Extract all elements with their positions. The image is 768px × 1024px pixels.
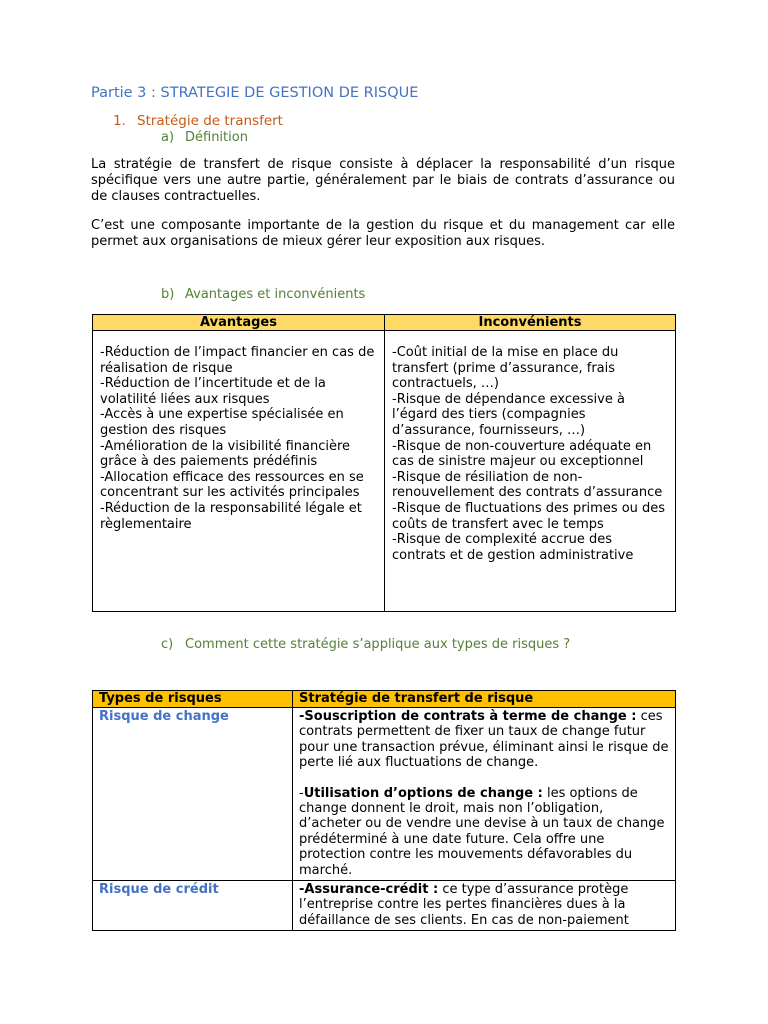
advantage-item: -Accès à une expertise spécialisée en gestion des risques xyxy=(100,407,344,438)
strategy-item-title: -Assurance-crédit : xyxy=(299,882,439,898)
strategy-item-title: -Souscription de contrats à terme de change : xyxy=(299,709,637,724)
section-title: Stratégie de transfert xyxy=(137,113,283,129)
advantage-item: -Allocation efficace des ressources en se concentrant sur les activités principales xyxy=(100,469,364,501)
disadvantage-item: -Risque de fluctuations des primes ou des coûts de transfert avec le temps xyxy=(392,500,666,532)
table-row xyxy=(93,708,676,881)
strategy-exchange-cell xyxy=(293,708,676,881)
strategy-item-text: ce type d’assurance protège l’entreprise contre les pertes financières dues à la défaillance de ses clients. En cas de non-paiement xyxy=(299,882,629,928)
strategy-item-text: ces contrats permettent de fixer un taux de change futur pour une transaction prévue, éliminant ainsi le risque de perte lié aux fluctuations de change. xyxy=(299,709,669,771)
paragraph-importance: C’est une composante importante de la gestion du risque et du management car elle permet aux organisations de mieux gérer leur exposition aux risques. xyxy=(91,218,675,249)
subheading-b-letter: b) xyxy=(161,287,175,302)
header-transfer-strategy: Stratégie de transfert de risque xyxy=(293,691,676,708)
subheading-a-letter: a) xyxy=(161,130,175,145)
risk-type-credit: Risque de crédit xyxy=(93,881,293,931)
advantages-table xyxy=(92,314,676,612)
strategy-item-title: Utilisation d’options de change : xyxy=(303,785,543,801)
advantage-item: -Réduction de l’impact financier en cas de réalisation de risque xyxy=(100,345,375,376)
strategy-item xyxy=(299,786,669,878)
strategy-item-dash: - xyxy=(299,785,304,801)
subheading-b xyxy=(161,287,365,302)
disadvantages-cell xyxy=(385,331,676,612)
advantages-table-header-row xyxy=(93,315,676,331)
disadvantage-item: -Risque de non-couverture adéquate en cas de sinistre majeur ou exceptionnel xyxy=(392,438,652,470)
risk-types-header-row xyxy=(93,691,676,708)
paragraph-definition: La stratégie de transfert de risque consiste à déplacer la responsabilité d’un risque spécifique vers une autre partie, généralement par le biais de contrats d’assurance ou de clauses contractuelles. xyxy=(91,157,675,204)
disadvantage-item: -Coût initial de la mise en place du transfert (prime d’assurance, frais contractuels, …) xyxy=(392,345,619,392)
header-risk-types: Types de risques xyxy=(93,691,293,708)
advantage-item: -Réduction de l’incertitude et de la volatilité liées aux risques xyxy=(100,376,326,407)
risk-types-table xyxy=(92,690,676,931)
subheading-a-title: Définition xyxy=(185,130,248,145)
strategy-item xyxy=(299,882,669,928)
advantage-item: -Réduction de la responsabilité légale et règlementaire xyxy=(100,500,362,532)
section-number: 1. xyxy=(113,113,126,129)
disadvantage-item: -Risque de résiliation de non-renouvellement des contrats d’assurance xyxy=(392,469,663,501)
disadvantage-item: -Risque de complexité accrue des contrats et de gestion administrative xyxy=(392,532,634,563)
subheading-a xyxy=(161,130,248,145)
header-advantages: Avantages xyxy=(93,315,385,331)
advantages-cell xyxy=(93,331,385,612)
subheading-c-letter: c) xyxy=(161,637,174,652)
strategy-item-text: les options de change donnent le droit, mais non l’obligation, d’acheter ou de vendre une devise à un taux de change prédéterminé à une date future. Cela offre une protection contre les mouvements défavorables du marché. xyxy=(299,785,665,878)
section-heading xyxy=(113,113,283,129)
table-row xyxy=(93,881,676,931)
advantage-item: -Amélioration de la visibilité financière grâce à des paiements prédéfinis xyxy=(100,438,351,470)
strategy-credit-cell xyxy=(293,881,676,931)
subheading-c-title: Comment cette stratégie s’applique aux types de risques ? xyxy=(185,637,571,652)
part-title: Partie 3 : STRATEGIE DE GESTION DE RISQUE xyxy=(91,85,419,101)
advantages-table-row xyxy=(93,331,676,612)
header-disadvantages: Inconvénients xyxy=(385,315,676,331)
disadvantage-item: -Risque de dépendance excessive à l’égard des tiers (compagnies d’assurance, fournisseurs, …) xyxy=(392,391,625,438)
subheading-b-title: Avantages et inconvénients xyxy=(185,287,366,302)
risk-type-exchange: Risque de change xyxy=(93,708,293,881)
strategy-item xyxy=(299,709,669,771)
subheading-c xyxy=(161,637,570,652)
